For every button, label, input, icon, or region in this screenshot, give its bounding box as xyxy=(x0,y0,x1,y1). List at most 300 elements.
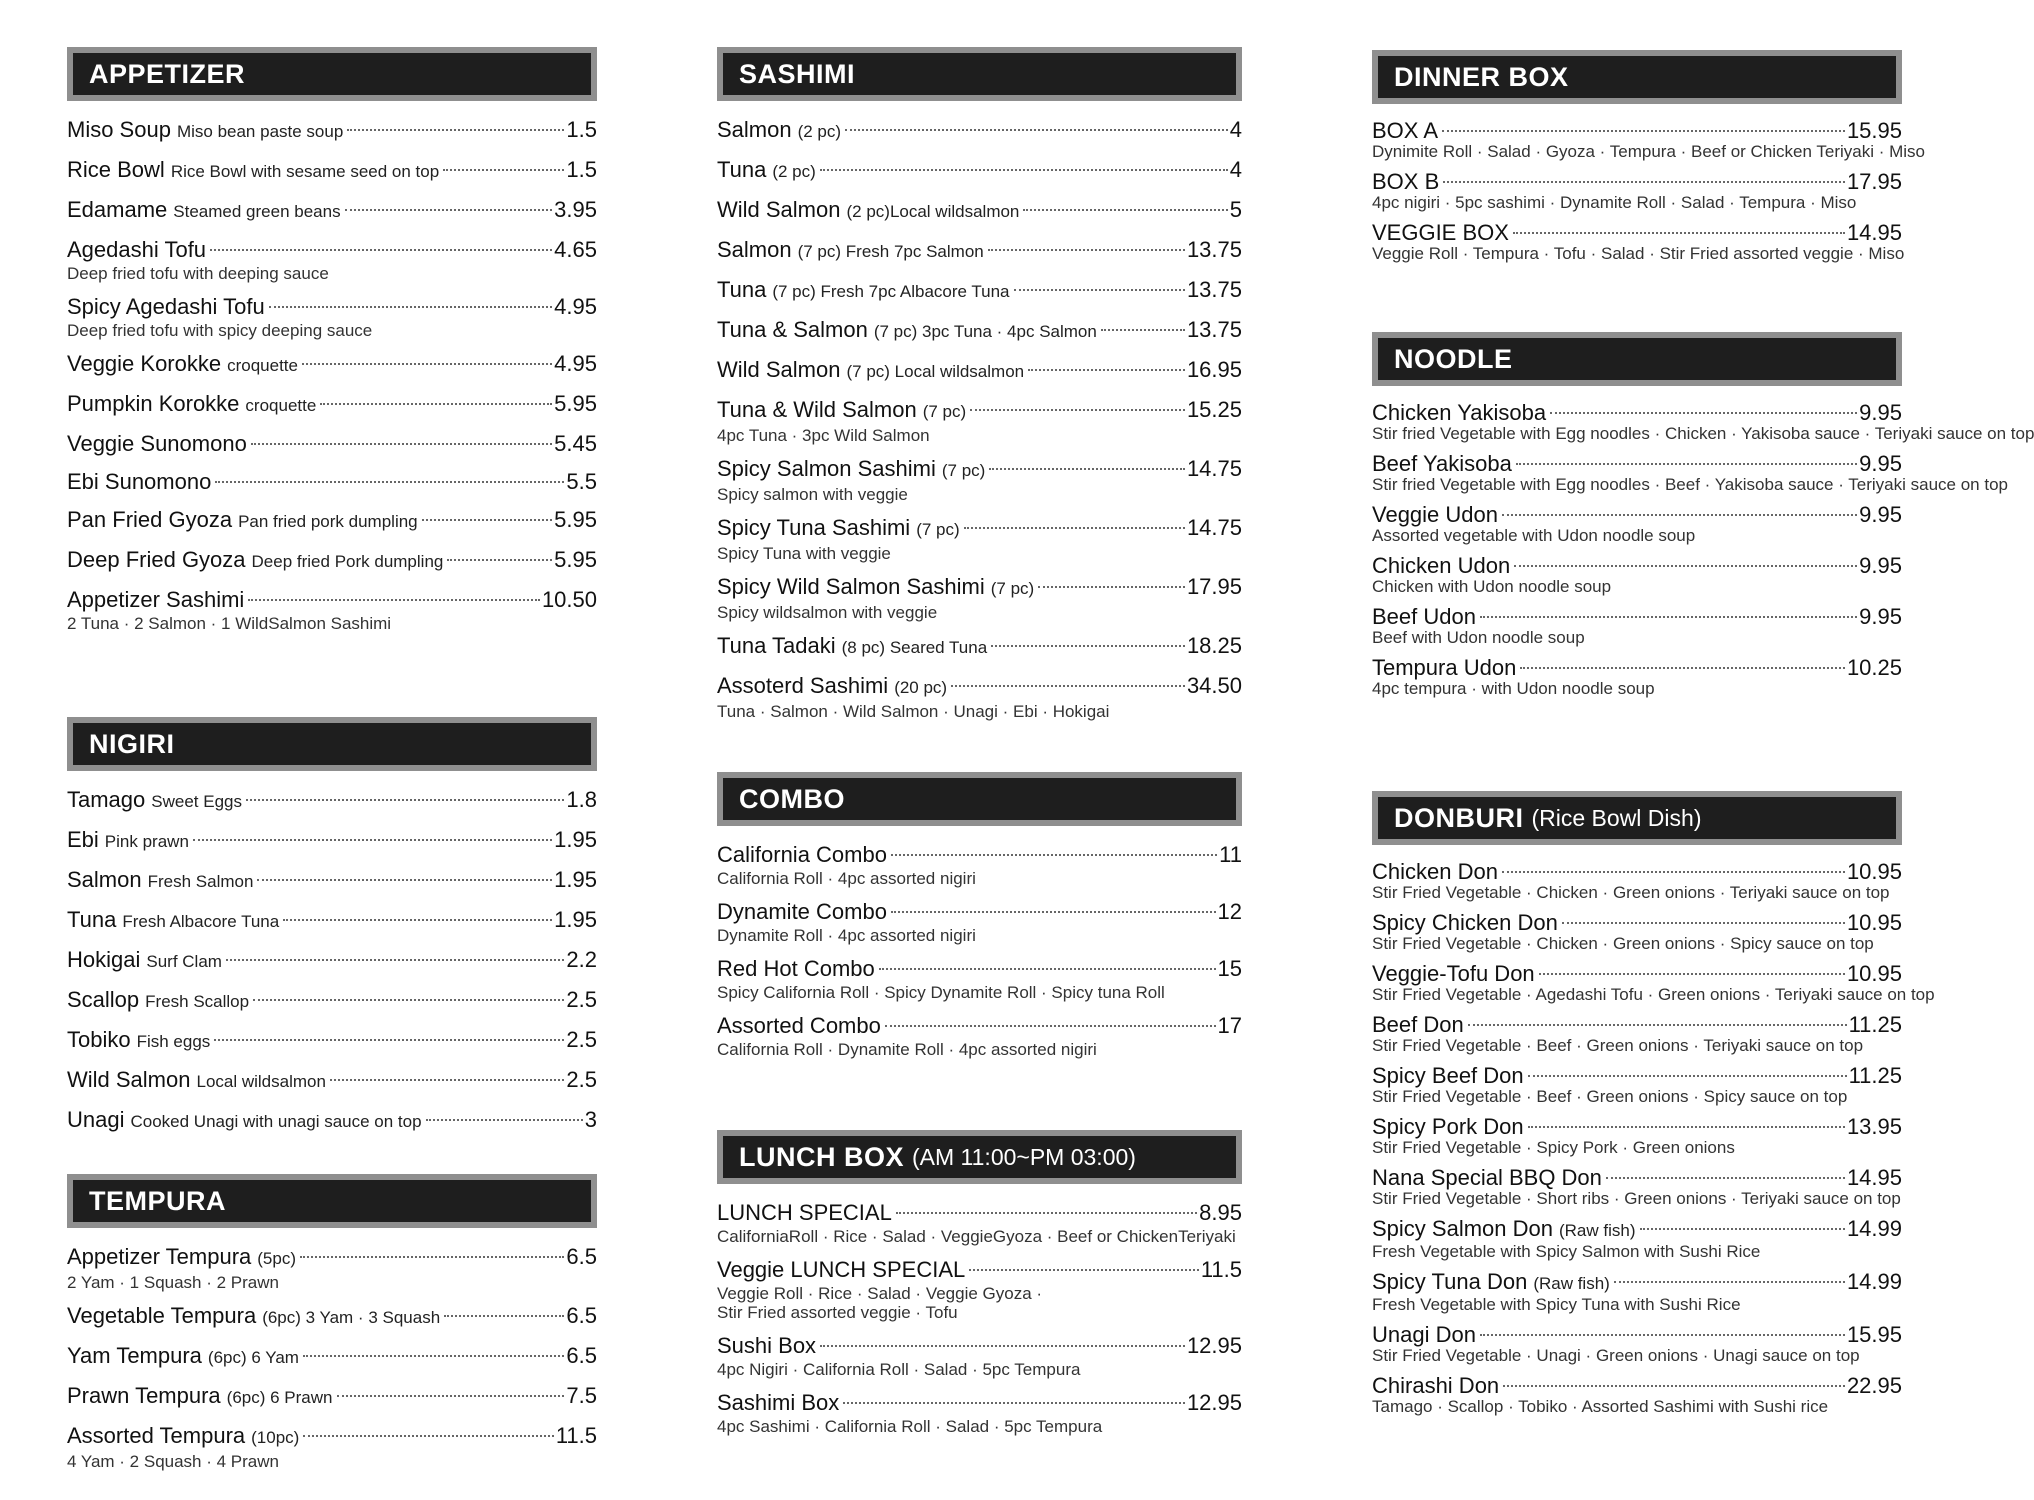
item-name: Salmon xyxy=(67,867,142,892)
dot-leader xyxy=(1028,369,1185,371)
menu-item-line xyxy=(1372,552,1902,579)
item-details: Tuna · Salmon · Wild Salmon · Unagi · Ebi · Hokigai xyxy=(717,702,1110,721)
section-title: SASHIMI xyxy=(739,58,856,89)
item-name: Prawn Tempura xyxy=(67,1383,221,1408)
menu-item-line xyxy=(67,864,597,897)
item-details: 4pc Tuna · 3pc Wild Salmon xyxy=(717,426,930,445)
menu-item xyxy=(717,314,1242,347)
item-name: Wild Salmon xyxy=(717,197,841,222)
item-description: (6pc) 6 Prawn xyxy=(226,1388,333,1407)
dot-leader xyxy=(1640,1228,1845,1230)
menu-item-line xyxy=(1372,1062,1902,1089)
item-price: 2.5 xyxy=(566,1027,597,1052)
section-subtitle: (AM 11:00~PM 03:00) xyxy=(912,1143,1136,1170)
item-name: Appetizer Tempura xyxy=(67,1244,252,1269)
section-noodle xyxy=(1372,332,2034,705)
item-details: 2 Yam · 1 Squash · 2 Prawn xyxy=(67,1273,279,1292)
section-combo xyxy=(717,772,1242,1067)
item-price: 16.95 xyxy=(1186,357,1242,382)
item-price: 5.95 xyxy=(554,547,597,572)
item-description: Pink prawn xyxy=(104,832,189,851)
item-description: Surf Clam xyxy=(146,952,222,971)
item-name: Agedashi Tofu xyxy=(67,237,207,262)
item-description: Fresh Albacore Tuna xyxy=(122,912,280,931)
menu-item xyxy=(67,114,597,147)
item-details: Stir Fried Vegetable · Chicken · Green onions · Spicy sauce on top xyxy=(1372,934,1874,953)
menu-item-line xyxy=(1372,1268,1902,1297)
menu-item-line xyxy=(67,1300,597,1333)
item-name: Edamame xyxy=(67,197,168,222)
item-price: 15.95 xyxy=(1846,118,1902,143)
item-price: 14.99 xyxy=(1846,1269,1902,1294)
menu-item-line xyxy=(717,453,1242,486)
menu-item-line xyxy=(67,504,597,537)
section-nigiri xyxy=(67,717,597,1144)
dot-leader xyxy=(1516,463,1857,465)
section-title: TEMPURA xyxy=(89,1185,226,1216)
menu-item-line xyxy=(67,1104,597,1137)
item-price: 4 xyxy=(1229,157,1242,182)
menu-item xyxy=(1372,117,1925,162)
dot-leader xyxy=(820,1345,1185,1347)
item-name: Tempura Udon xyxy=(1372,655,1517,680)
item-name: Vegetable Tempura xyxy=(67,1303,257,1328)
item-description: Sweet Eggs xyxy=(151,792,243,811)
item-description: (7 pc) xyxy=(916,520,960,539)
section-dinner-box xyxy=(1372,50,1925,270)
dot-leader xyxy=(1606,1177,1845,1179)
item-name: Unagi xyxy=(67,1107,125,1132)
item-description: (7 pc) Fresh 7pc Salmon xyxy=(797,242,984,261)
item-description: Fresh Scallop xyxy=(145,992,250,1011)
menu-item xyxy=(67,388,597,421)
menu-item xyxy=(67,428,597,459)
dot-leader xyxy=(1550,412,1857,414)
item-name: Tuna xyxy=(717,157,767,182)
menu-item-line xyxy=(717,154,1242,187)
item-name: Unagi Don xyxy=(1372,1322,1476,1347)
item-details: Dynamite Roll · 4pc assorted nigiri xyxy=(717,926,976,945)
menu-item-line xyxy=(1372,1164,1902,1191)
item-details: Deep fried tofu with deeping sauce xyxy=(67,264,329,283)
menu-item-list xyxy=(1372,399,2034,699)
item-description: (Raw fish) xyxy=(1558,1221,1636,1240)
item-price: 4 xyxy=(1229,117,1242,142)
dot-leader xyxy=(246,799,564,801)
item-price: 15.95 xyxy=(1846,1322,1902,1347)
menu-item-line xyxy=(67,428,597,459)
section-header xyxy=(717,47,1242,101)
item-description: (2 pc) xyxy=(772,162,816,181)
item-description: Fish eggs xyxy=(136,1032,211,1051)
item-name: Rice Bowl xyxy=(67,157,165,182)
menu-item xyxy=(717,630,1242,663)
item-description: (5pc) xyxy=(257,1249,296,1268)
item-details: Spicy salmon with veggie xyxy=(717,485,908,504)
item-name: Wild Salmon xyxy=(67,1067,191,1092)
menu-item-line xyxy=(67,944,597,977)
item-details: Stir Fried Vegetable · Unagi · Green onions · Unagi sauce on top xyxy=(1372,1346,1860,1365)
item-price: 3 xyxy=(584,1107,597,1132)
item-details: California Roll · Dynamite Roll · 4pc assorted nigiri xyxy=(717,1040,1097,1059)
menu-item-line xyxy=(1372,450,1902,477)
menu-item-line xyxy=(1372,1215,1902,1244)
menu-item-line xyxy=(717,670,1242,703)
dot-leader xyxy=(1480,1334,1845,1336)
dot-leader xyxy=(1513,232,1845,234)
item-details: 4pc Nigiri · California Roll · Salad · 5pc Tempura xyxy=(717,1360,1081,1379)
item-name: Veggie Udon xyxy=(1372,502,1498,527)
dot-leader xyxy=(1468,1024,1847,1026)
item-price: 13.75 xyxy=(1186,277,1242,302)
item-price: 15.25 xyxy=(1186,397,1242,422)
item-name: Spicy Agedashi Tofu xyxy=(67,294,265,319)
menu-item-line xyxy=(717,1197,1242,1228)
item-price: 13.95 xyxy=(1846,1114,1902,1139)
item-name: Sashimi Box xyxy=(717,1390,840,1415)
dot-leader xyxy=(320,403,552,405)
menu-item-line xyxy=(1372,219,1902,246)
dot-leader xyxy=(330,1079,564,1081)
menu-item-line xyxy=(1372,858,1902,885)
menu-item xyxy=(717,953,1242,1003)
menu-item-line xyxy=(1372,654,1902,681)
item-details: 4pc tempura · with Udon noodle soup xyxy=(1372,679,1655,698)
section-header xyxy=(1372,50,1902,104)
dot-leader xyxy=(1539,973,1845,975)
item-name: Ebi Sunomono xyxy=(67,469,212,494)
item-price: 14.95 xyxy=(1846,1165,1902,1190)
item-name: Miso Soup xyxy=(67,117,171,142)
dot-leader xyxy=(891,854,1217,856)
item-price: 17.95 xyxy=(1186,574,1242,599)
dot-leader xyxy=(964,527,1185,529)
menu-item-line xyxy=(717,354,1242,387)
dot-leader xyxy=(193,839,552,841)
item-name: Spicy Chicken Don xyxy=(1372,910,1558,935)
menu-item-line xyxy=(67,1024,597,1057)
item-price: 13.75 xyxy=(1186,317,1242,342)
item-price: 1.8 xyxy=(566,787,597,812)
menu-item xyxy=(717,1197,1242,1247)
menu-item xyxy=(1372,1321,1902,1366)
menu-item xyxy=(67,824,597,857)
menu-item-line xyxy=(717,1254,1242,1285)
menu-item-line xyxy=(67,114,597,147)
item-price: 1.5 xyxy=(566,117,597,142)
menu-item-line xyxy=(717,314,1242,347)
item-name: Pumpkin Korokke xyxy=(67,391,240,416)
menu-item xyxy=(717,354,1242,387)
item-price: 2.5 xyxy=(566,1067,597,1092)
menu-item-line xyxy=(1372,117,1902,144)
section-header xyxy=(67,1174,597,1228)
item-name: Assoterd Sashimi xyxy=(717,673,889,698)
dot-leader xyxy=(447,559,552,561)
menu-item-line xyxy=(67,904,597,937)
item-description: (2 pc) xyxy=(797,122,842,141)
item-details: Stir Fried Vegetable · Chicken · Green onions · Teriyaki sauce on top xyxy=(1372,883,1890,902)
item-price: 7.5 xyxy=(566,1383,597,1408)
menu-item-line xyxy=(717,114,1242,147)
menu-item-line xyxy=(717,630,1242,663)
dot-leader xyxy=(1562,922,1845,924)
dot-leader xyxy=(879,968,1216,970)
menu-item xyxy=(67,944,597,977)
menu-item xyxy=(717,571,1242,623)
item-price: 14.75 xyxy=(1186,456,1242,481)
dot-leader xyxy=(1503,1385,1845,1387)
item-price: 14.99 xyxy=(1846,1216,1902,1241)
menu-item xyxy=(1372,858,1902,903)
item-name: Chicken Don xyxy=(1372,859,1498,884)
item-description: Rice Bowl with sesame seed on top xyxy=(170,162,440,181)
item-details: Beef with Udon noodle soup xyxy=(1372,628,1585,647)
item-price: 11.5 xyxy=(555,1423,597,1448)
menu-item xyxy=(67,1380,597,1413)
menu-item-list xyxy=(717,1197,1242,1437)
item-price: 10.95 xyxy=(1846,961,1902,986)
item-details: California Roll · 4pc assorted nigiri xyxy=(717,869,976,888)
item-price: 12.95 xyxy=(1186,1333,1242,1358)
item-price: 9.95 xyxy=(1859,604,1902,629)
menu-item xyxy=(717,1330,1242,1380)
menu-item xyxy=(67,1241,597,1293)
item-price: 8.95 xyxy=(1199,1200,1242,1225)
item-price: 22.95 xyxy=(1846,1373,1902,1398)
item-description: (7 pc) xyxy=(990,579,1035,598)
dot-leader xyxy=(248,599,540,601)
dot-leader xyxy=(226,959,564,961)
item-price: 5.95 xyxy=(554,507,597,532)
item-name: Pan Fried Gyoza xyxy=(67,507,233,532)
dot-leader xyxy=(1502,871,1845,873)
menu-item xyxy=(717,154,1242,187)
item-price: 15 xyxy=(1217,956,1242,981)
dot-leader xyxy=(896,1212,1197,1214)
item-name: Hokigai xyxy=(67,947,141,972)
section-title: APPETIZER xyxy=(89,58,246,89)
item-name: Deep Fried Gyoza xyxy=(67,547,246,572)
item-details: Deep fried tofu with spicy deeping sauce xyxy=(67,321,373,340)
menu-item-line xyxy=(1372,1011,1902,1038)
menu-item xyxy=(717,234,1242,267)
dot-leader xyxy=(989,468,1185,470)
item-price: 14.95 xyxy=(1846,220,1902,245)
menu-item-line xyxy=(1372,960,1902,987)
menu-item-list xyxy=(1372,858,1935,1417)
item-details: Fresh Vegetable with Spicy Salmon with Sushi Rice xyxy=(1372,1242,1761,1261)
item-details: Stir Fried Vegetable · Spicy Pork · Green onions xyxy=(1372,1138,1735,1157)
item-name: Spicy Salmon Don xyxy=(1372,1216,1553,1241)
item-price: 10.95 xyxy=(1846,859,1902,884)
menu-item-list xyxy=(717,114,1242,722)
section-tempura xyxy=(67,1174,597,1479)
item-name: Tamago xyxy=(67,787,146,812)
menu-item-line xyxy=(717,1010,1242,1041)
dot-leader xyxy=(210,249,552,251)
dot-leader xyxy=(300,1256,564,1258)
menu-item xyxy=(1372,654,1902,699)
menu-item xyxy=(717,1010,1242,1060)
menu-item xyxy=(1372,1113,1902,1158)
item-name: Spicy Beef Don xyxy=(1372,1063,1524,1088)
item-details: Spicy California Roll · Spicy Dynamite Roll · Spicy tuna Roll xyxy=(717,983,1165,1002)
section-title: COMBO xyxy=(739,783,845,814)
item-name: Spicy Tuna Don xyxy=(1372,1269,1528,1294)
item-details: 2 Tuna · 2 Salmon · 1 WildSalmon Sashimi xyxy=(67,614,392,633)
item-description: (7 pc) xyxy=(922,402,967,421)
section-title: DONBURI xyxy=(1394,802,1524,833)
menu-item-line xyxy=(67,1420,597,1453)
menu-item xyxy=(717,394,1242,446)
item-details: Dynimite Roll · Salad · Gyoza · Tempura · Beef or Chicken Teriyaki · Miso xyxy=(1372,142,1925,161)
menu-item-list xyxy=(1372,117,1925,264)
item-name: Dynamite Combo xyxy=(717,899,887,924)
menu-item xyxy=(1372,552,1902,597)
dot-leader xyxy=(1101,329,1185,331)
menu-item-line xyxy=(67,1241,597,1274)
item-description: Steamed green beans xyxy=(173,202,341,221)
dot-leader xyxy=(1528,1075,1847,1077)
item-details: Veggie Roll · Rice · Salad · Veggie Gyoza · xyxy=(717,1284,1043,1303)
menu-item xyxy=(717,512,1242,564)
item-price: 9.95 xyxy=(1859,400,1902,425)
item-price: 10.95 xyxy=(1846,910,1902,935)
item-price: 11 xyxy=(1219,842,1242,867)
item-description: (10pc) xyxy=(251,1428,300,1447)
menu-item xyxy=(67,984,597,1017)
item-name: Chirashi Don xyxy=(1372,1373,1500,1398)
dot-leader xyxy=(1614,1281,1845,1283)
item-price: 1.95 xyxy=(554,827,597,852)
menu-item-line xyxy=(67,466,597,497)
item-price: 1.95 xyxy=(554,907,597,932)
menu-item xyxy=(67,544,597,577)
item-price: 4.65 xyxy=(554,237,597,262)
item-price: 3.95 xyxy=(554,197,597,222)
menu-item-line xyxy=(67,1380,597,1413)
menu-item xyxy=(67,348,597,381)
section-header xyxy=(67,47,597,101)
menu-item xyxy=(67,1064,597,1097)
dot-leader xyxy=(820,169,1228,171)
item-price: 2.5 xyxy=(566,987,597,1012)
dot-leader xyxy=(253,999,564,1001)
item-name: Tobiko xyxy=(67,1027,131,1052)
section-title: NIGIRI xyxy=(89,728,175,759)
dot-leader xyxy=(337,1395,565,1397)
menu-item-line xyxy=(717,953,1242,984)
item-description: (Raw fish) xyxy=(1533,1274,1610,1293)
section-header xyxy=(717,772,1242,826)
item-price: 5.95 xyxy=(554,391,597,416)
item-price: 6.5 xyxy=(566,1303,597,1328)
menu-item xyxy=(1372,450,2008,495)
item-name: Chicken Yakisoba xyxy=(1372,400,1547,425)
menu-item-line xyxy=(67,824,597,857)
menu-item-list xyxy=(67,114,597,634)
item-name: Yam Tempura xyxy=(67,1343,202,1368)
item-description: Deep fried Pork dumpling xyxy=(251,552,444,571)
menu-item xyxy=(67,1340,597,1373)
item-name: Ebi xyxy=(67,827,99,852)
item-details: Assorted vegetable with Udon noodle soup xyxy=(1372,526,1696,545)
item-description: (8 pc) Seared Tuna xyxy=(841,638,988,657)
item-details: Spicy Tuna with veggie xyxy=(717,544,891,563)
dot-leader xyxy=(269,306,552,308)
section-header xyxy=(67,717,597,771)
item-name: Salmon xyxy=(717,237,792,262)
item-price: 5.45 xyxy=(554,431,597,456)
menu-item xyxy=(1372,399,2034,444)
dot-leader xyxy=(1480,616,1857,618)
item-name: Tuna & Wild Salmon xyxy=(717,397,917,422)
dot-leader xyxy=(1502,514,1857,516)
section-sashimi xyxy=(717,47,1242,729)
menu-item-line xyxy=(717,571,1242,604)
item-name: VEGGIE BOX xyxy=(1372,220,1509,245)
dot-leader xyxy=(257,879,552,881)
dot-leader xyxy=(215,481,564,483)
dot-leader xyxy=(991,645,1185,647)
menu-item xyxy=(67,466,597,497)
section-header xyxy=(1372,791,1902,845)
item-name: Tuna xyxy=(717,277,767,302)
item-details: Veggie Roll · Tempura · Tofu · Salad · Stir Fried assorted veggie · Miso xyxy=(1372,244,1905,263)
item-description: croquette xyxy=(245,396,317,415)
menu-item xyxy=(1372,1372,1902,1417)
item-price: 11.25 xyxy=(1848,1063,1902,1088)
section-title: LUNCH BOX xyxy=(739,1141,904,1172)
item-details: Stir Fried Vegetable · Short ribs · Green onions · Teriyaki sauce on top xyxy=(1372,1189,1901,1208)
item-description: Fresh Salmon xyxy=(147,872,254,891)
menu-item-line xyxy=(1372,603,1902,630)
menu-item xyxy=(67,154,597,187)
menu-item xyxy=(67,1300,597,1333)
menu-item-line xyxy=(67,584,597,615)
item-name: Spicy Wild Salmon Sashimi xyxy=(717,574,985,599)
menu-item-list xyxy=(67,1241,597,1472)
section-title: DINNER BOX xyxy=(1394,61,1569,92)
menu-item-line xyxy=(67,1064,597,1097)
menu-item-line xyxy=(1372,1113,1902,1140)
dot-leader xyxy=(1514,565,1857,567)
item-price: 10.25 xyxy=(1846,655,1902,680)
item-details: 4 Yam · 2 Squash · 4 Prawn xyxy=(67,1452,279,1471)
item-description: (7 pc) xyxy=(941,461,986,480)
menu-item-line xyxy=(67,194,597,227)
dot-leader xyxy=(845,129,1228,131)
menu-item xyxy=(1372,1215,1902,1262)
menu-item xyxy=(717,1254,1242,1323)
menu-item-line xyxy=(67,234,597,265)
dot-leader xyxy=(843,1402,1185,1404)
item-details: Spicy wildsalmon with veggie xyxy=(717,603,938,622)
menu-item xyxy=(67,784,597,817)
item-price: 10.50 xyxy=(541,587,597,612)
item-price: 6.5 xyxy=(566,1244,597,1269)
item-name: Veggie Korokke xyxy=(67,351,222,376)
item-price: 9.95 xyxy=(1859,451,1902,476)
dot-leader xyxy=(891,911,1216,913)
section-donburi xyxy=(1372,791,1935,1423)
item-name: Beef Udon xyxy=(1372,604,1476,629)
item-price: 2.2 xyxy=(566,947,597,972)
item-name: Sushi Box xyxy=(717,1333,817,1358)
menu-item-line xyxy=(67,984,597,1017)
menu-item-line xyxy=(717,512,1242,545)
